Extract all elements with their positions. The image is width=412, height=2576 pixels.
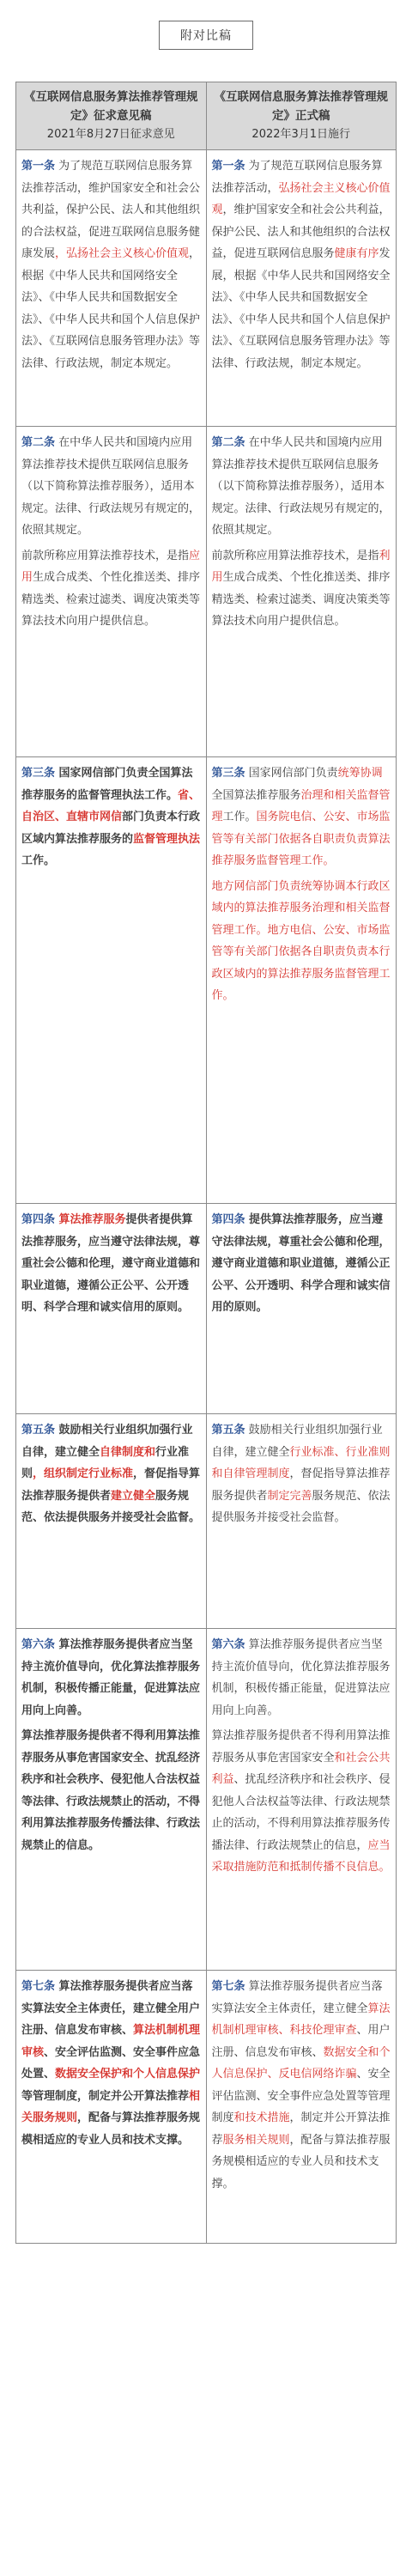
changed-text: 治理和相关监督管理 xyxy=(211,788,391,823)
left-cell-article-5 xyxy=(16,1414,207,1629)
table-row xyxy=(16,427,397,757)
text: 工作。 xyxy=(222,811,257,823)
article-number: 第三条 xyxy=(21,767,56,780)
article-number: 第六条 xyxy=(21,1638,56,1651)
text: 、用户注册、信息发布审核、 xyxy=(211,2024,391,2059)
changed-text: 相关服务规则 xyxy=(21,2089,201,2124)
changed-text: 利用 xyxy=(211,549,391,584)
right-cell-article-2 xyxy=(206,427,397,757)
changed-text: 服务相关规则 xyxy=(222,2133,290,2147)
text: 服务规范、依法提供服务并接受社会监督。 xyxy=(21,1489,201,1524)
changed-text: ，弘扬社会主义核心价值观 xyxy=(55,247,190,260)
article-number: 第三条 xyxy=(211,767,245,780)
left-cell-article-2 xyxy=(16,427,207,757)
right-cell-article-6 xyxy=(206,1629,397,1971)
right-cell-article-7 xyxy=(206,1971,397,2244)
paragraph xyxy=(212,1725,391,1879)
paragraph xyxy=(21,545,201,633)
page-title: 附对比稿 xyxy=(159,21,253,50)
changed-text: 数据安全和个人信息保护、反电信网络诈骗 xyxy=(211,2045,391,2081)
left-cell-article-7 xyxy=(16,1971,207,2244)
text: 部门负责本行政区域内算法推荐服务的 xyxy=(21,811,201,846)
changed-text: 和技术措施 xyxy=(233,2111,290,2124)
changed-text: 弘扬社会主义核心价值观 xyxy=(211,181,391,216)
text: 提供算法推荐服务，应当遵守法律法规，尊重社会公德和伦理，遵守商业道德和职业道德，遵循公正公平、公开透明、科学合理和诚实信用的原则。 xyxy=(211,1213,391,1314)
table-header-row xyxy=(16,82,397,150)
text: 算法推荐服务提供者应当落实算法安全主体责任，建立健全用户注册、信息发布审核、 xyxy=(21,1980,201,2037)
left-header-title: 《互联网信息服务算法推荐管理规定》征求意见稿 xyxy=(24,90,198,123)
text: 行业准则 xyxy=(21,1445,190,1480)
text: ，督促指导算法推荐服务提供者 xyxy=(211,1467,391,1503)
article-number: 第四条 xyxy=(211,1213,245,1226)
article-number: 第二条 xyxy=(211,436,245,449)
left-cell-article-4 xyxy=(16,1204,207,1414)
article-number: 第五条 xyxy=(211,1424,245,1437)
left-header-date: 2021年8月27日征求意见 xyxy=(46,128,175,141)
left-cell-article-3 xyxy=(16,757,207,1204)
article-number: 第五条 xyxy=(21,1424,56,1437)
text: 前款所称应用算法推荐技术，是指 xyxy=(21,549,190,562)
left-cell-article-1 xyxy=(16,150,207,427)
text: ，根据《中华人民共和国网络安全法》、《中华人民共和国数据安全法》、《中华人民共和国个人信息保护法》、《互联网信息服务管理办法》等法律、行政法规，制定本规定。 xyxy=(21,247,201,370)
text: 国家网信部门负责全国算法推荐服务的监督管理执法工作。 xyxy=(21,767,193,802)
text: 为了规范互联网信息服务算法推荐活动， xyxy=(211,160,383,195)
changed-text: 应用 xyxy=(21,549,201,584)
text: ，制定并公开算法推荐 xyxy=(211,2111,391,2147)
text: 工作。 xyxy=(21,854,56,867)
text: 为了规范互联网信息服务算法推荐活动，维护国家安全和社会公共利益，保护公民、法人和其他组织的合法权益，促进互联网信息服务健康发展 xyxy=(21,160,201,260)
text: 算法推荐服务提供者应当坚持主流价值导向，优化算法推荐服务机制，积极传播正能量，促进算法应用向上向善。 xyxy=(211,1638,391,1717)
right-cell-article-4 xyxy=(206,1204,397,1414)
text: 在中华人民共和国境内应用算法推荐技术提供互联网信息服务（以下简称算法推荐服务），适用本规定。法律、行政法规另有规定的，依照其规定。 xyxy=(211,436,391,537)
article-number: 第四条 xyxy=(21,1213,56,1226)
text: 前款所称应用算法推荐技术，是指 xyxy=(211,549,379,562)
text: 生成合成类、个性化推送类、排序精选类、检索过滤类、调度决策类等算法技术向用户提供信息。 xyxy=(21,571,201,628)
text: 鼓励相关行业组织加强行业自律，建立健全 xyxy=(211,1424,383,1459)
text: 鼓励相关行业组织加强行业自律，建立健全 xyxy=(21,1424,193,1459)
left-cell-article-6 xyxy=(16,1629,207,1971)
changed-text: 建立健全 xyxy=(111,1489,156,1503)
right-cell-article-3 xyxy=(206,757,397,1204)
text: 算法推荐服务提供者应当落实算法安全主体责任，建立健全 xyxy=(211,1980,383,2015)
changed-text: 和社会公共利益 xyxy=(211,1751,391,1786)
changed-text: 统筹协调 xyxy=(337,767,383,780)
text: ，维护国家安全和社会公共利益，保护公民、法人和其他组织的合法权益，促进互联网信息服务 xyxy=(211,204,391,260)
paragraph xyxy=(212,545,391,633)
changed-text: 算法推荐服务 xyxy=(55,1213,126,1226)
changed-text: 数据安全保护和个人信息保护 xyxy=(55,2068,201,2081)
article-number: 第二条 xyxy=(21,436,56,449)
changed-text: 应当采取措施防范和抵制传播不良信息。 xyxy=(211,1838,391,1874)
paragraph: 算法推荐服务提供者不得利用算法推荐服务从事危害国家安全、扰乱经济秩序和社会秩序、侵犯他人合法权益等法律、行政法规禁止的活动，不得利用算法推荐服务传播法律、行政法规禁止的信息。 xyxy=(21,1729,201,1852)
changed-text: 监督管理执法 xyxy=(133,832,201,846)
text: 发展，根据《中华人民共和国网络安全法》、《中华人民共和国数据安全法》、《中华人民共和国个人信息保护法》、《互联网信息服务管理办法》等法律、行政法规，制定本规定。 xyxy=(211,247,391,370)
table-row xyxy=(16,757,397,1204)
text: 服务规范、依法提供服务并接受社会监督。 xyxy=(211,1489,391,1524)
table-row xyxy=(16,1204,397,1414)
article-number: 第六条 xyxy=(211,1638,245,1651)
text: ，督促指导算法推荐服务提供者 xyxy=(21,1467,201,1503)
article-number: 第七条 xyxy=(211,1980,245,1993)
text: 生成合成类、个性化推送类、排序精选类、检索过滤类、调度决策类等算法技术向用户提供信息。 xyxy=(211,571,391,628)
article-number: 第一条 xyxy=(21,160,56,173)
table-row xyxy=(16,150,397,427)
changed-text: 健康有序 xyxy=(334,247,379,260)
right-cell-article-1 xyxy=(206,150,397,427)
text: ，配备与算法推荐服务规模相适应的专业人员和技术支撑。 xyxy=(21,2111,201,2147)
right-header-date: 2022年3月1日施行 xyxy=(251,128,351,141)
changed-text: 制定完善 xyxy=(267,1489,312,1503)
text: ，配备与算法推荐服务规模相适应的专业人员和技术支撑。 xyxy=(211,2133,391,2190)
changed-text: 算法机制机理审核、科技伦理审查 xyxy=(211,2002,391,2037)
text: 全国算法推荐服务 xyxy=(211,788,301,802)
article-number: 第一条 xyxy=(211,160,245,173)
text: 算法推荐服务提供者不得利用算法推荐服务从事危害国家安全 xyxy=(211,1729,391,1765)
right-column-header xyxy=(206,82,397,150)
right-header-title: 《互联网信息服务算法推荐管理规定》正式稿 xyxy=(214,90,388,123)
comparison-table xyxy=(15,82,397,2244)
left-column-header xyxy=(16,82,207,150)
right-cell-article-5 xyxy=(206,1414,397,1629)
text: 国家网信部门负责 xyxy=(245,767,338,780)
title-wrap xyxy=(0,21,412,50)
changed-text: 行业标准、行业准则和自律管理制度 xyxy=(211,1445,391,1480)
article-number: 第七条 xyxy=(21,1980,56,1993)
text: 、扰乱经济秩序和社会秩序、侵犯他人合法权益等法律、行政法规禁止的活动，不得利用算法推荐服务传播法律、行政法规禁止的信息， xyxy=(211,1773,391,1852)
changed-text: 国务院电信、公安、市场监管等有关部门依据各自职责负责算法推荐服务监督管理工作。 xyxy=(211,811,391,867)
text: 、安全评估监测、安全事件应急处置等管理制度 xyxy=(211,2068,391,2124)
text: 在中华人民共和国境内应用算法推荐技术提供互联网信息服务（以下简称算法推荐服务），适用本规定。法律、行政法规另有规定的，依照其规定。 xyxy=(21,436,201,537)
text: 、安全评估监测、安全事件应急处置、 xyxy=(21,2045,201,2081)
table-row xyxy=(16,1971,397,2244)
text: 等管理制度，制定并公开算法推荐 xyxy=(21,2089,190,2103)
changed-text: 算法机制机理审核 xyxy=(21,2024,201,2059)
changed-text: 省、自治区、直辖市网信 xyxy=(21,788,201,823)
changed-paragraph: 地方网信部门负责统筹协调本行政区域内的算法推荐服务治理和相关监督管理工作。地方电信、公安、市场监管等有关部门依据各自职责负责本行政区域内的算法推荐服务监督管理工作。 xyxy=(211,879,391,1002)
table-row xyxy=(16,1629,397,1971)
changed-text: 自律制度和 xyxy=(100,1445,156,1459)
table-row xyxy=(16,1414,397,1629)
changed-text: ，组织制定行业标准 xyxy=(33,1467,134,1480)
text: 算法推荐服务提供者应当坚持主流价值导向，优化算法推荐服务机制，积极传播正能量，促进算法应用向上向善。 xyxy=(21,1638,201,1717)
text: 提供者提供算法推荐服务，应当遵守法律法规，尊重社会公德和伦理，遵守商业道德和职业道德，遵循公正公平、公开透明、科学合理和诚实信用的原则。 xyxy=(21,1213,201,1314)
